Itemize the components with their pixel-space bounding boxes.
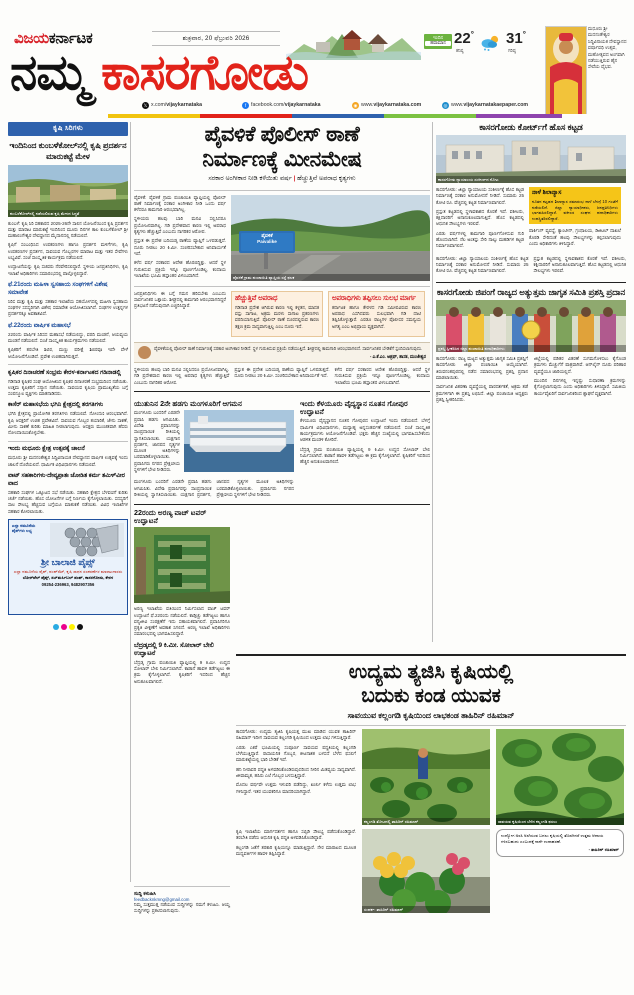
sidebar-box-escape-body bbox=[332, 305, 421, 330]
paragraph: ಉದ್ಘಾಟನೆಯನ್ನು ಕೃಷಿ ಸಚಿವರು ನೆರವೇರಿಸಲಿದ್ದಾರೆ. ಸ್ಥಳೀಯ ಜನಪ್ರತಿನಿಧಿಗಳು, ಕೃಷಿ ಇಲಾಖೆ ಅಧಿಕಾರಿಗಳು ಸಮಾರಂಭದಲ್ಲಿ ಪಾಲ್ಗೊಳ್ಳಲಿದ್ದಾರೆ. bbox=[8, 264, 128, 276]
paragraph: ಕುಂಬಳೆ: ಕೃಷಿ ಸಿರಿ ಸಹಕಾರದ 2025-26ನೇ ಸಾಲಿನ ಯೋಜನೆಯಿಂದ ಕೃಷಿ ಪ್ರದರ್ಶನ ಮತ್ತು ಮಾರಾಟ ಮಾರುಕಟ್ಟೆ ಇಂದಿನಿಂದ ಮೂರು ದಿನಗಳ ಕಾಲ ಕುಂಬಳೆಕೋಲ್ ಶ್ರೀ ಮಹಾಲಿಂಗೇಶ್ವರ ದೇವಸ್ಥಾನದ ಮೈದಾನದಲ್ಲಿ ನಡೆಯಲಿದೆ. bbox=[8, 220, 128, 239]
paragraph: ಕೃಷಿಗೆ ಸಂಬಂಧಿಸಿದ ಉಪಕರಣಗಳು ಹಾಗೂ ಪ್ರದರ್ಶನ ಮಳಿಗೆಗಳು, ಕೃಷಿ ಉಪಕರಣಗಳ ಪ್ರದರ್ಶನ, ಸಾವಯವ ಗೊಬ್ಬರಗಳ ಮಾರಾಟ ಮತ್ತು ಇತರ ಸೇವೆಗಳು ಲಭ್ಯವಿವೆ. ಸಂಜೆ ಸಾಂಸ್ಕೃತಿಕ ಕಾರ್ಯಕ್ರಮ ನಡೆಯಲಿದೆ. bbox=[8, 242, 128, 260]
sidebar-box-crime-body bbox=[235, 305, 319, 330]
section-badge-agriculture: ಕೃಷಿ ಸಿರಿಗಳು bbox=[8, 122, 128, 136]
feedback-email[interactable]: feedbacknkmng@gmail.com bbox=[134, 896, 190, 902]
bediyadka-title: ಬೆದ್ರಡ್ಕದಲ್ಲಿ 9 ಕಿ.ಮೀ. ಸೋಲಾರ್ ಬೇಲಿ ಉದ್ಘಾಟನೆ bbox=[134, 641, 214, 657]
main-story-photo bbox=[231, 195, 430, 281]
left-column bbox=[8, 122, 128, 636]
watchtower-body bbox=[134, 606, 230, 637]
feature-photo-3-caption: ಸಂಪರ್ಕ: ತಾಹಿರಿನ್ ರಹಿಮಾನ್ bbox=[362, 906, 490, 913]
quote-box bbox=[134, 342, 430, 363]
sidebar-box-escape-title: ಅಪರಾಧಿಗಳು ತಪ್ಪಿಸಲು ಸುಲಭ ಮಾರ್ಗ bbox=[332, 294, 416, 302]
left-lead-body bbox=[8, 221, 128, 277]
right-story-2-title: ಕಾಸರಗೋಡು ಜಿಪಂಗೆ ರಾಜ್ಯದ ಅತ್ಯುತ್ತಮ ಜಾಗೃತ ಸಮಿತಿ ಪ್ರಶಸ್ತಿ ಪ್ರದಾನ bbox=[436, 287, 626, 298]
divider bbox=[134, 286, 430, 287]
social-links-bar bbox=[142, 101, 542, 114]
weather-min-label: ಕನಿಷ್ಠ bbox=[456, 48, 464, 53]
main-story-tail bbox=[134, 367, 430, 387]
avatar bbox=[138, 346, 151, 359]
right-story-2-photo-caption: ಪ್ರಶಸ್ತಿ ಸ್ವೀಕರಿಸಿದ ಜಿಲ್ಲಾ ಪಂಚಾಯಿತಿ ಪದಾಧಿಕಾರಿಗಳು bbox=[436, 345, 626, 352]
paragraph: ಮಂಗಳೂರು ಬಂದರಿಗೆ ಎರಡನೇ ಪ್ರವಾಸಿ ಹಡಗು ಆಗಮಿಸಿತು. ವಿದೇಶಿ ಪ್ರವಾಸಿಗರನ್ನು ಸಾಂಪ್ರದಾಯಿಕ ರೀತಿಯಲ್ಲಿ ಸ್ವಾಗತಿಸಲಾಯಿತು. ಯಕ್ಷಗಾನ ಪ್ರದರ್ಶನ, ಜಾನಪದ ನೃತ್ಯಗಳ ಮೂಲಕ ಅತಿಥಿಗಳನ್ನು ಬರಮಾಡಿಕೊಳ್ಳಲಾಯಿತು. ಪ್ರವಾಸಿಗರು ನಗರದ ಪ್ರೇಕ್ಷಣೀಯ ಸ್ಥಳಗಳಿಗೆ ಭೇಟಿ ನೀಡಿದರು. bbox=[134, 479, 294, 497]
paragraph: ಮುಂದಿನ ದಿನಗಳಲ್ಲಿ ಇನ್ನಷ್ಟು ಸುಧಾರಣಾ ಕ್ರಮಗಳನ್ನು ಕೈಗೊಳ್ಳಲಾಗುವುದು ಎಂದು ಅಧಿಕಾರಿಗಳು ತಿಳಿಸಿದ್ದಾರೆ. ಸಮಿತಿಯ ಕಾರ್ಯವೈಖರಿಗೆ ಸಾರ್ವಜನಿಕರಿಂದ ಶ್ಲಾಘನೆ ವ್ಯಕ್ತವಾಗಿದೆ. bbox=[534, 378, 626, 396]
paragraph: ಸಹಕಾರಿ ಸಂಘಗಳ ಒಕ್ಕೂಟದ ಸಭೆ ನಡೆಯಿತು. ಸಹಕಾರಿ ಕ್ಷೇತ್ರದ ಬೆಳವಣಿಗೆ ಕುರಿತು ಚರ್ಚೆ ನಡೆಯಿತು. ಹೊಸ ಯೋಜನೆಗಳ ಬಗ್ಗೆ ನಿರ್ಣಯ ಕೈಗೊಳ್ಳಲಾಯಿತು. ಸದಸ್ಯರಿಗೆ ಸಾಲ ಸೌಲಭ್ಯ ಹೆಚ್ಚಿಸುವ ಬಗ್ಗೆಯೂ ಮಾತುಕತೆ ನಡೆಯಿತು. ವಿವಿಧ ಇಲಾಖೆಗಳ ಸಹಕಾರ ಕೋರಲಾಯಿತು. bbox=[8, 489, 128, 514]
paragraph: ಸಾರ್ವಜನಿಕ ವಿತರಣಾ ವ್ಯವಸ್ಥೆಯಲ್ಲಿ ಪಾರದರ್ಶಕತೆ, ಅಕ್ರಮ ತಡೆ ಕ್ರಮಗಳಿಗಾಗಿ ಈ ಪ್ರಶಸ್ತಿ ಲಭಿಸಿದೆ. ಜಿಲ್ಲಾ ಪಂಚಾಯಿತಿ ಅಧ್ಯಕ್ಷರು ಪ್ರಶಸ್ತಿ ಸ್ವೀಕರಿಸಿದರು. bbox=[436, 384, 528, 402]
divider bbox=[134, 190, 430, 191]
right-story-1-photo-caption: ಕಾಸರಗೋಡು ನ್ಯಾಯಾಲಯ ಸಂಕೀರ್ಣದ ನೋಟ bbox=[436, 176, 626, 183]
section-divider bbox=[134, 391, 430, 393]
ad-title: ಶ್ರೀ ಬಾಲಾಜಿ ಪೈಪ್ಸ್ bbox=[41, 557, 95, 567]
paragraph: ಮಂಗಳೂರು ಬಂದರಿಗೆ ಎರಡನೇ ಪ್ರವಾಸಿ ಹಡಗು ಆಗಮಿಸಿತು. ವಿದೇಶಿ ಪ್ರವಾಸಿಗರನ್ನು ಸಾಂಪ್ರದಾಯಿಕ ರೀತಿಯಲ್ಲಿ ಸ್ವಾಗತಿಸಲಾಯಿತು. ಯಕ್ಷಗಾನ ಪ್ರದರ್ಶನ, ಜಾನಪದ ನೃತ್ಯಗಳ ಮೂಲಕ ಅತಿಥಿಗಳನ್ನು ಬರಮಾಡಿಕೊಳ್ಳಲಾಯಿತು. ಪ್ರವಾಸಿಗರು ನಗರದ ಪ್ರೇಕ್ಷಣೀಯ ಸ್ಥಳಗಳಿಗೆ ಭೇಟಿ ನೀಡಿದರು. bbox=[134, 410, 180, 472]
feature-subheadline: ಸಾವಯುವ ಕಲ್ಲಂಗಡಿ ಕೃಷಿಯಿಂದ ಲಾಭಕಂಡ ತಾಹಿರಿನ್ ರಹಿಮಾನ್ bbox=[347, 710, 515, 720]
paragraph: ಬೆದ್ರಡ್ಕ ಗ್ರಾಮ ಪಂಚಾಯಿತಿ ವ್ಯಾಪ್ತಿಯಲ್ಲಿ 9 ಕಿ.ಮೀ. ಉದ್ದದ ಸೋಲಾರ್ ಬೇಲಿ ನಿರ್ಮಿಸಲಾಗಿದೆ. ಕಾಡಾನೆ ಹಾವಳಿ ತಡೆಗಟ್ಟಲು ಈ ಕ್ರಮ ಕೈಗೊಳ್ಳಲಾಗಿದೆ. ಕೃಷಿಕರಿಗೆ ಇದರಿಂದ ಹೆಚ್ಚಿನ ಅನುಕೂಲವಾಗಲಿದೆ. bbox=[134, 659, 230, 684]
paragraph: 22ರಂದು ವಾರ್ಷಿಕ ಸಿರಿಸದ ಮಹಾಸಭೆ ನಡೆಯಲಿದ್ದು, ವರದಿ ಮಂಡನೆ, ಆಯವ್ಯಯ ಮಂಡನೆ ನಡೆಯಲಿದೆ. ಸಂಜೆ ಸಾಂಸ್ಕೃತಿಕ ಕಾರ್ಯಕ್ರಮಗಳು ನಡೆಯಲಿವೆ. bbox=[8, 331, 128, 344]
main-story-col1 bbox=[134, 195, 226, 283]
social-link-website[interactable]: ◉ www.vijaykarnataka.com bbox=[353, 102, 422, 108]
paragraph: ಸ್ಥಳೀಯರು ಹಲವು ಬಾರಿ ಮನವಿ ಸಲ್ಲಿಸಿದರೂ ಪ್ರಯೋಜನವಾಗಿಲ್ಲ. ಗಡಿ ಪ್ರದೇಶವಾದ ಕಾರಣ ಇಲ್ಲಿ ಅಪರಾಧ ಕೃತ್ಯಗಳು ಹೆಚ್ಚುತ್ತಿವೆ ಎಂಬುದು ನಾಗರಿಕರ ಆರೋಪ. bbox=[134, 216, 226, 235]
left-notice-4-title: ವಾಟ್ ಸಹಕಾರಿಗಳು-ದೇವ್ಯಪ್ರಾತಃ ಜೋಡಿತ ಕರ್ಮ ತಮಿಳ್‌ವೀರ ವಾದ bbox=[8, 472, 125, 487]
social-link-epaper[interactable]: ◎ www.vijaykarnatakaepaper.com bbox=[443, 102, 529, 108]
divider bbox=[134, 886, 230, 887]
center-column bbox=[134, 122, 430, 688]
sidebar-box-escape bbox=[328, 291, 425, 337]
advertisement-balaji-pipes[interactable] bbox=[8, 519, 128, 615]
section-divider bbox=[436, 282, 626, 284]
weather-max-temp: 31° bbox=[506, 30, 526, 47]
masthead bbox=[0, 0, 634, 118]
paragraph: ಕೆಳಯೂರು ವೈದ್ಯಸ್ಥಾನದ ನೂತನ ಗೋಪುರದ ಉದ್ಘಾಟನೆ ಇಂದು ನಡೆಯಲಿದೆ. ಬೆಳಗ್ಗೆ ಧಾರ್ಮಿಕ ವಿಧಿವಿಧಾನಗಳು, ಮಧ್ಯಾಹ್ನ ಅನ್ನಸಂತರ್ಪಣೆ ನಡೆಯಲಿದೆ. ಸಂಜೆ ಸಾಂಸ್ಕೃತಿಕ ಕಾರ್ಯಕ್ರಮಗಳು ಆಯೋಜನೆಗೊಂಡಿವೆ. ಭಕ್ತರು ಹೆಚ್ಚಿನ ಸಂಖ್ಯೆಯಲ್ಲಿ ಭಾಗವಹಿಸಬೇಕೆಂದು ಆಡಳಿತ ಮಂಡಳಿ ಕೋರಿದೆ. bbox=[300, 418, 430, 443]
bediyadka-body bbox=[134, 660, 230, 685]
mid-story-1-tail bbox=[134, 479, 294, 499]
paragraph: ಕಾಸರಗೋಡು: ಉದ್ಯಮ ತ್ಯಜಿಸಿ ಕೃಷಿಯತ್ತ ಮುಖ ಮಾಡಿದ ಯುವಕ ತಾಹಿರಿನ್ ರಹಿಮಾನ್ ಇದೀಗ ಸಾವಯವ ಕಲ್ಲಂಗಡಿ ಕೃಷಿಯಿಂದ ಉತ್ತಮ ಲಾಭ ಗಳಿಸುತ್ತಿದ್ದಾರೆ. bbox=[236, 729, 356, 741]
right-story-1-body-cont bbox=[529, 228, 621, 247]
left-lead-photo bbox=[8, 165, 128, 217]
feature-photo-2 bbox=[496, 729, 624, 825]
registration-dots bbox=[8, 617, 128, 635]
feature-callout-author: - ತಾಹಿರಿನ್ ರಹಿಮಾನ್ bbox=[588, 847, 619, 853]
feedback-note bbox=[134, 902, 230, 915]
paragraph: ಕೃಷಿಕರಿಗೆ ತರಬೇತಿ ಶಿಬಿರ, ಮಣ್ಣು ಪರೀಕ್ಷೆ ಶಿಬಿರವೂ ಇದೇ ವೇಳೆ ಆಯೋಜನೆಗೊಂಡಿದೆ. ಪ್ರವೇಶ ಉಚಿತವಾಗಿರುತ್ತದೆ. bbox=[8, 347, 128, 359]
weather-min-temp: 22° bbox=[454, 30, 474, 47]
paragraph: ಎರಡು ಎಕರೆ ಭೂಮಿಯಲ್ಲಿ ಸಂಪೂರ್ಣ ಸಾವಯವ ಪದ್ಧತಿಯಲ್ಲಿ ಕಲ್ಲಂಗಡಿ ಬೆಳೆಯುತ್ತಿದ್ದಾರೆ. ರಾಸಾಯನಿಕ ಗೊಬ್ಬರ, ಕೀಟನಾಶಕ ಬಳಸದೆ ಬೆಳೆದ ಫಸಲಿಗೆ ಮಾರುಕಟ್ಟೆಯಲ್ಲಿ ಭಾರಿ ಬೇಡಿಕೆ ಇದೆ. bbox=[236, 744, 356, 763]
mid-story-1-title: ಯುತುನಿನ 2ನೇ ಹಡಗು ಮಂಗಳೂರಿಗೆ ಆಗಮನ bbox=[134, 399, 242, 409]
left-subitem-2-title: ಫೆ.22ರಂದು ವಾರ್ಷಿಕ ಮಹಾಸಭೆ bbox=[8, 322, 71, 329]
left-notice-3-title: ಇಂದು ಮಧೂರು ಕ್ಷೇತ್ರ ಉತ್ಸವಕ್ಕೆ ಚಾಲನೆ bbox=[8, 446, 85, 453]
page-title bbox=[10, 44, 580, 104]
paragraph: ನಿಮ್ಮ ಸುತ್ತಮುತ್ತ ನಡೆಯುವ ಸುದ್ದಿಗಳನ್ನು ನಮಗೆ ಕಳುಹಿಸಿ. ಆಯ್ದ ಸುದ್ದಿಗಳನ್ನು ಪ್ರಕಟಿಸಲಾಗುವುದು. bbox=[134, 901, 230, 913]
page-title-red: ಕಾಸರಗೋಡು bbox=[101, 46, 309, 100]
mid-story-2-body bbox=[300, 418, 430, 465]
paragraph: ಕಳೆದ ವರ್ಷ ಸರಕಾರದ ಆದೇಶ ಹೊರಬಿದ್ದಿತ್ತು. ಆದರೆ ಸ್ಥಳ ಗುರುತಿಸುವ ಪ್ರಕ್ರಿಯೆ ಇನ್ನೂ ಪೂರ್ಣಗೊಂಡಿಲ್ಲ. ಕಂದಾಯ ಇಲಾಖೆಯ ಭೂಮಿ ಹಸ್ತಾಂತರ ವಿಳಂಬವಾಗಿದೆ. bbox=[134, 260, 226, 278]
left-subitem-1-title: ಫೆ.21ರಂದು ಮಹಿಳಾ ಸ್ವಸಹಾಯ ಸಂಘಗಳಿಗೆ ವಿಶೇಷ ಸಮಾವೇಶ bbox=[8, 281, 108, 296]
dateline: ಶುಕ್ರವಾರ, 20 ಫೆಬ್ರುವರಿ 2026 bbox=[152, 31, 280, 46]
watchtower-title: 22ರಂದು ಅರಣ್ಯ ವಾಚ್ ಟವರ್ ಉದ್ಘಾಟನೆ bbox=[134, 508, 207, 526]
paragraph: ಕೃಷಿ ಇಲಾಖೆಯ ಮಾರ್ಗದರ್ಶನ ಹಾಗೂ ಸಬ್ಸಿಡಿ ಸೌಲಭ್ಯ ಪಡೆದುಕೊಂಡಿದ್ದಾರೆ. ತರಬೇತಿ ಪಡೆದು ಆಧುನಿಕ ಕೃಷಿ ಪದ್ಧತಿ ಅಳವಡಿಸಿಕೊಂಡಿದ್ದಾರೆ. bbox=[236, 829, 356, 841]
paragraph: ಪ್ರಸ್ತುತ ಕಟ್ಟಡದಲ್ಲಿ ಸ್ಥಳಾವಕಾಶದ ಕೊರತೆ ಇದೆ. ವಕೀಲರು, ಕಕ್ಷಿದಾರರಿಗೆ ಅನಾನುಕೂಲವಾಗುತ್ತಿದೆ. ಹೊಸ ಕಟ್ಟಡದಲ್ಲಿ ಆಧುನಿಕ ಸೌಲಭ್ಯಗಳು ಇರಲಿವೆ. bbox=[533, 255, 626, 274]
publisher-name-red: ವಿಜಯ bbox=[14, 30, 49, 47]
feature-photo-2-caption: ಸಾವಯವ ಕೃಷಿಯಿಂದ ಬೆಳೆದ ಕಲ್ಲಂಗಡಿ ಫಸಲು bbox=[496, 818, 624, 825]
facebook-icon: f bbox=[242, 102, 249, 109]
x-twitter-icon: 𝕏 bbox=[143, 103, 148, 108]
paragraph: ಹನಿ ನೀರಾವರಿ ಪದ್ಧತಿ ಅಳವಡಿಸಿಕೊಂಡಿರುವುದರಿಂದ ನೀರಿನ ಮಿತವ್ಯಯ ಸಾಧ್ಯವಾಗಿದೆ. ಜೀವಾಮೃತ, ಹಸಿರು ಎಲೆ ಗೊಬ್ಬರ ಬಳಸುತ್ತಿದ್ದಾರೆ. bbox=[236, 766, 356, 778]
feature-photo-1 bbox=[362, 729, 490, 825]
paragraph: ಕಾಸರಗೋಡು: ರಾಜ್ಯ ಮಟ್ಟದ ಅತ್ಯುತ್ತಮ ಜಾಗೃತ ಸಮಿತಿ ಪ್ರಶಸ್ತಿಗೆ ಕಾಸರಗೋಡು ಜಿಲ್ಲಾ ಪಂಚಾಯಿತಿ ಆಯ್ಕೆಯಾಗಿದೆ. ತಿರುವನಂತಪುರದಲ್ಲಿ ನಡೆದ ಸಮಾರಂಭದಲ್ಲಿ ಪ್ರಶಸ್ತಿ ಪ್ರದಾನ ಮಾಡಲಾಯಿತು. bbox=[436, 356, 528, 381]
color-strip bbox=[0, 114, 634, 118]
paragraph: ಬೆದ್ರಡ್ಕ ಗ್ರಾಮ ಪಂಚಾಯಿತಿ ವ್ಯಾಪ್ತಿಯಲ್ಲಿ 9 ಕಿ.ಮೀ. ಉದ್ದದ ಸೋಲಾರ್ ಬೇಲಿ ನಿರ್ಮಿಸಲಾಗಿದೆ. ಕಾಡಾನೆ ಹಾವಳಿ ತಡೆಗಟ್ಟಲು ಈ ಕ್ರಮ ಕೈಗೊಳ್ಳಲಾಗಿದೆ. ಕೃಷಿಕರಿಗೆ ಇದರಿಂದ ಹೆಚ್ಚಿನ ಅನುಕೂಲವಾಗಲಿದೆ. bbox=[300, 446, 430, 465]
column-divider-2 bbox=[432, 122, 433, 642]
ad-address: ಬೋರ್‌ವೆಲ್ ಪೈಪ್ಸ್, ಸಬ್‌ಮರ್ಸಿಬಲ್ ಪಂಪ್, ಕಾಸರಗೋಡು, ಕೇರಳ bbox=[22, 575, 114, 581]
feature-headline-line1: ಉದ್ಯಮ ತ್ಯಜಿಸಿ ಕೃಷಿಯಲ್ಲಿ bbox=[348, 660, 514, 683]
feature-callout-text: ಉದ್ಯೋಗ ಅರಸಿ ಅಲೆಯುವ ಬದಲು ಕೃಷಿಯಲ್ಲಿ ತೊಡಗಿದರೆ ಉತ್ತಮ ಆದಾಯ ಗಳಿಸಬಹುದು ಎಂಬುದಕ್ಕೆ ನಾನೇ ಉದಾಹರಣೆ. bbox=[501, 833, 604, 844]
paragraph: ಜನಪ್ರತಿನಿಧಿಗಳು ಈ ಬಗ್ಗೆ ಗಮನ ಹರಿಸಬೇಕು ಎಂಬುದು ಸಾರ್ವಜನಿಕರ ಒತ್ತಾಯ. ಶೀಘ್ರದಲ್ಲಿ ಕಾಮಗಾರಿ ಆರಂಭವಾಗದಿದ್ದರೆ ಪ್ರತಿಭಟನೆ ನಡೆಸುವುದಾಗಿ ಎಚ್ಚರಿಸಿದ್ದಾರೆ. bbox=[134, 290, 226, 309]
left-lead-headline: ಇಂದಿನಿಂದ ಕುಂಬಳೆಕೋಲ್‌ನಲ್ಲಿ ಕೃಷಿ ಪ್ರದರ್ಶನ ಮಾರುಕಟ್ಟೆ ಮೇಳ bbox=[9, 140, 127, 161]
divider bbox=[8, 364, 128, 365]
divider bbox=[236, 725, 626, 726]
left-subitem-2-body bbox=[8, 332, 128, 360]
feature-photo-3 bbox=[362, 829, 490, 913]
feature-story bbox=[236, 650, 626, 913]
feature-top-rule bbox=[236, 654, 626, 656]
left-notice-4-body bbox=[8, 490, 128, 515]
main-headline-line2: ನಿರ್ಮಾಣಕ್ಕೆ ಮೀನಮೇಷ bbox=[202, 148, 362, 171]
column-divider-1 bbox=[130, 122, 131, 882]
paragraph: ಎರಡು ವರ್ಷಗಳಲ್ಲಿ ಕಾಮಗಾರಿ ಪೂರ್ಣಗೊಳಿಸುವ ಗುರಿ ಹೊಂದಲಾಗಿದೆ. ನೆಲ ಅಂತಸ್ತು ಸೇರಿ ನಾಲ್ಕು ಮಹಡಿಗಳ ಕಟ್ಟಡ ನಿರ್ಮಾಣವಾಗಲಿದೆ. bbox=[436, 230, 524, 249]
page-content bbox=[8, 122, 626, 988]
ad-tagline: ಎಲ್ಲಾ ನಮೂನೆಯ ಪೈಪ್, ಪಂಪ್‌ಸೆಟ್, ಕೃಷಿ ಸಾಧನ ಸಲಕರಣೆಗಳ ಮಾರಾಟಗಾರರು bbox=[13, 569, 123, 574]
social-link-facebook[interactable]: f facebook.com/vijaykarnataka bbox=[242, 102, 321, 109]
left-notice-1-title: ಕೃಷಿಕರ ದಿನಾಚರಣೆ ಸಂಭ್ರಮ ಕೇರಳ-ಕರ್ನಾಟಕದ ಗಡಿನಾಡಲ್ಲಿ bbox=[8, 369, 121, 376]
feedback-block bbox=[134, 882, 230, 917]
main-headline-line1: ಪೈವಳಿಕೆ ಪೊಲೀಸ್ ಠಾಣೆ bbox=[204, 123, 360, 146]
paragraph: ಪೈವಳಿಕೆ: ಪೈವಳಿಕೆ ಗ್ರಾಮ ಪಂಚಾಯಿತಿ ವ್ಯಾಪ್ತಿಯಲ್ಲಿ ಪೊಲೀಸ್ ಠಾಣೆ ನಿರ್ಮಾಣಕ್ಕೆ ಸರಕಾರ ಅಂಗೀಕಾರ ನೀಡಿ ಒಂದು ವರ್ಷ ಕಳೆದರೂ ಕಾಮಗಾರಿ ಆರಂಭವಾಗಿಲ್ಲ. bbox=[134, 194, 226, 213]
paragraph: ಕರ್ನಾಟಕ ಹಾಗೂ ಕೇರಳದ ಗಡಿ ಸಮೀಪವಿರುವ ಕಾರಣ ಅಪರಾಧ ಎಸಗಿದವರು ಸುಲಭವಾಗಿ ಗಡಿ ದಾಟಿ ತಪ್ಪಿಸಿಕೊಳ್ಳುತ್ತಾರೆ. ಎರಡೂ ರಾಜ್ಯಗಳ ಪೊಲೀಸರ ಸಮನ್ವಯ ಅಗತ್ಯ ಎಂಬ ಅಭಿಪ್ರಾಯ ವ್ಯಕ್ತವಾಗಿದೆ. bbox=[332, 304, 421, 329]
page-title-black: ನಮ್ಮ bbox=[10, 46, 89, 100]
mid-story-2-title: ಇಂದು ಕೆಳಯೂರು ವೈದ್ಯಸ್ಥಾನ ನೂತನ ಗೋಪುರ ಉದ್ಘಾಟನೆ bbox=[300, 399, 408, 417]
right-story-1-title: ಕಾಸರಗೋಡು ಕೋರ್ಟ್‌ಗೆ ಹೊಸ ಕಟ್ಟಡ bbox=[479, 122, 583, 132]
globe-icon: ◉ bbox=[353, 103, 358, 108]
weather-chip-line1: ಇಂದಿನ bbox=[432, 35, 444, 40]
paragraph: ಪಾರ್ಕಿಂಗ್ ವ್ಯವಸ್ಥೆ, ಕ್ಯಾಂಟೀನ್, ಗ್ರಂಥಾಲಯ, ಡಿಜಿಟಲ್ ದಾಖಲೆ ಕೊಠಡಿ ಸೇರಿದಂತೆ ಹಲವು ಸೌಲಭ್ಯಗಳನ್ನು ಕಲ್ಪಿಸಲಾಗುವುದು ಎಂದು ಅಧಿಕಾರಿಗಳು ತಿಳಿಸಿದ್ದಾರೆ. bbox=[529, 228, 621, 246]
divider bbox=[8, 441, 128, 442]
mid-story-1-photo bbox=[184, 410, 294, 472]
feature-photo-1-caption: ಕಲ್ಲಂಗಡಿ ತೋಟದಲ್ಲಿ ತಾಹಿರಿನ್ ರಹಿಮಾನ್ bbox=[362, 818, 490, 825]
left-notice-2-title: ಕಾಸೆರ್ ಮಹಾಸಭೆಯ ಭಗಿನಿ ಕ್ಷೇತ್ರದಲ್ಲಿ ತರಗತಿಗಳು bbox=[8, 402, 104, 409]
right-story-1-photo bbox=[436, 135, 626, 183]
feature-body-col2 bbox=[236, 829, 356, 913]
paragraph: ಜಿಲ್ಲೆಯಲ್ಲಿ ಪಡಿತರ ವಿತರಣೆ ಸುಗಮಗೊಳಿಸಲು ಕೈಗೊಂಡ ಕ್ರಮಗಳು ಮೆಚ್ಚುಗೆಗೆ ಪಾತ್ರವಾಗಿವೆ. ಆನ್‌ಲೈನ್ ದೂರು ಪರಿಹಾರ ವ್ಯವಸ್ಥೆಯೂ ಜಾರಿಯಲ್ಲಿದೆ. bbox=[534, 356, 626, 374]
paragraph: ಗಡಿನಾಡ ಪ್ರದೇಶ ಆಗಿರುವ ಕಾರಣ ಇಲ್ಲಿ ಕಳ್ಳತನ, ಮಾದಕ ವಸ್ತು ಸಾಗಾಟ, ಅಕ್ರಮ ಮರಳು ಸಾಗಾಟ ಪ್ರಕರಣಗಳು ವರದಿಯಾಗುತ್ತಿವೆ. ಪೊಲೀಸ್ ಠಾಣೆ ದೂರದಲ್ಲಿರುವ ಕಾರಣ ತಕ್ಷಣ ಕ್ರಮ ಸಾಧ್ಯವಾಗುತ್ತಿಲ್ಲ ಎಂಬ ದೂರು ಇದೆ. bbox=[235, 304, 319, 329]
paragraph: ಮೊದಲ ವರ್ಷವೇ ಉತ್ತಮ ಇಳುವರಿ ಪಡೆದಿದ್ದು, ಖರ್ಚು ಕಳೆದು ಉತ್ತಮ ಲಾಭ ಗಳಿಸಿದ್ದಾರೆ. ಇತರ ಯುವಕರಿಗೂ ಮಾದರಿಯಾಗಿದ್ದಾರೆ. bbox=[236, 782, 356, 794]
watchtower-photo bbox=[134, 527, 230, 603]
festival-photo-caption: ಮಧೂರು ಶ್ರೀ ಮದನಂತೇಶ್ವರ ಸಿದ್ಧಿವಿನಾಯಕ ದೇವಸ್ಥಾನದ ವರ್ಷಾವಧಿ ಉತ್ಸವ, ಮಹೋತ್ಸವದ ಅಂಗವಾಗಿ ನಡೆಯುತ್ತಿರುವ ಹೈನ ಸೇವೆಯ ವೈಭವ. bbox=[588, 26, 627, 70]
right-inline-box-title: ನಾಳೆ ಶಿಲಾನ್ಯಾಸ bbox=[532, 190, 562, 196]
mid-story-1-body bbox=[134, 410, 180, 476]
feedback-label: ಸುದ್ದಿ ಕಳುಹಿಸಿ bbox=[134, 890, 156, 897]
quote-text: ಪೈವಳಿಕೆಯಲ್ಲಿ ಪೊಲೀಸ್ ಠಾಣೆ ನಿರ್ಮಾಣಕ್ಕೆ ಸರಕಾರ ಅಂಗೀಕಾರ ನೀಡಿದೆ. ಸ್ಥಳ ಗುರುತಿಸುವ ಪ್ರಕ್ರಿಯೆ ನಡೆಯುತ್ತಿದೆ. ಶೀಘ್ರದಲ್ಲಿ ಕಾಮಗಾರಿ ಆರಂಭವಾಗಲಿದೆ. ಸಾರ್ವಜನಿಕರ ಬೇಡಿಕೆಗೆ ಸ್ಪಂದಿಸಲಾಗುವುದು. bbox=[154, 345, 423, 351]
right-story-1-body bbox=[436, 187, 524, 253]
main-story-photo-caption: ಪೈವಳಿಕೆ ಗ್ರಾಮ ಪಂಚಾಯಿತಿ ವ್ಯಾಪ್ತಿಯ ರಸ್ತೆ ಫಲಕ bbox=[231, 274, 430, 281]
paragraph: ಮಧೂರು ಶ್ರೀ ಮದನಂತೇಶ್ವರ ಸಿದ್ಧಿವಿನಾಯಕ ದೇವಸ್ಥಾನದ ವಾರ್ಷಿಕ ಉತ್ಸವಕ್ಕೆ ಇಂದು ಚಾಲನೆ ದೊರೆಯಲಿದೆ. ಧಾರ್ಮಿಕ ವಿಧಿವಿಧಾನಗಳು ನಡೆಯಲಿವೆ. bbox=[8, 455, 128, 467]
feature-callout bbox=[496, 829, 624, 857]
ad-side-text: ಎಲ್ಲಾ ನಮೂನೆಯ ಪೈಪ್‌ಗಳು ಲಭ್ಯ bbox=[12, 523, 36, 534]
paragraph: ಸಿರಿಸ ಮತ್ತು ಕೃಷಿ ಮತ್ತು ಸಹಕಾರ ಇಲಾಖೆಯ ಸಹಯೋಗದಲ್ಲಿ ಮಹಿಳಾ ಸ್ವಸಹಾಯ ಸಂಘಗಳ ಸದಸ್ಯರಿಗಾಗಿ ವಿಶೇಷ ಸಮಾವೇಶ ಆಯೋಜಿಸಲಾಗಿದೆ. ಸಂಘಗಳ ಉತ್ಪನ್ನಗಳ ಪ್ರದರ್ಶನಕ್ಕೂ ಅವಕಾಶವಿದೆ. bbox=[8, 298, 128, 317]
quote-author: - ಎ.ಕೆ.ಎಂ. ಅಶ್ರಫ್, ಶಾಸಕ, ಮಂಜೇಶ್ವರ bbox=[369, 353, 426, 359]
main-subheadline bbox=[134, 175, 430, 186]
right-story-2-body bbox=[436, 356, 626, 403]
paragraph: ಗಡಿನಾಡ ಕೃಷಿಕರ ಸಂಘ ಆಯೋಜಿಸಿದ ಕೃಷಿಕರ ದಿನಾಚರಣೆ ಸಂಭ್ರಮದಿಂದ ನಡೆಯಿತು. ಉತ್ತಮ ಕೃಷಿಕರಿಗೆ ಸನ್ಮಾನ ನಡೆಯಿತು. ಸಾವಯವ ಕೃಷಿಯ ಪ್ರಾಮುಖ್ಯತೆಯ ಬಗ್ಗೆ ಸಂಪನ್ಮೂಲ ವ್ಯಕ್ತಿಗಳು ಮಾತನಾಡಿದರು. bbox=[8, 378, 128, 397]
right-column bbox=[436, 122, 626, 403]
paragraph: ಪ್ರಸ್ತುತ ಈ ಪ್ರದೇಶ ಬದಿಯಡ್ಕ ಠಾಣೆಯ ವ್ಯಾಪ್ತಿಗೆ ಒಳಪಡುತ್ತದೆ. ದೂರು ನೀಡಲು 20 ಕಿ.ಮೀ. ಸಂಚರಿಸಬೇಕಾದ ಅನಿವಾರ್ಯತೆ ಇದೆ. bbox=[134, 238, 226, 256]
paragraph: ಪ್ರಸ್ತುತ ಈ ಪ್ರದೇಶ ಬದಿಯಡ್ಕ ಠಾಣೆಯ ವ್ಯಾಪ್ತಿಗೆ ಒಳಪಡುತ್ತದೆ. ದೂರು ನೀಡಲು 20 ಕಿ.ಮೀ. ಸಂಚರಿಸಬೇಕಾದ ಅನಿವಾರ್ಯತೆ ಇದೆ. bbox=[234, 366, 330, 379]
social-link-x[interactable]: 𝕏 x.com/vijaykarnataka bbox=[143, 102, 203, 108]
right-story-1-tail bbox=[436, 256, 626, 278]
feature-headline-line2: ಬದುಕು ಕಂಡ ಯುವಕ bbox=[361, 684, 501, 707]
paragraph: ಕಳೆದ ವರ್ಷ ಸರಕಾರದ ಆದೇಶ ಹೊರಬಿದ್ದಿತ್ತು. ಆದರೆ ಸ್ಥಳ ಗುರುತಿಸುವ ಪ್ರಕ್ರಿಯೆ ಇನ್ನೂ ಪೂರ್ಣಗೊಂಡಿಲ್ಲ. ಕಂದಾಯ ಇಲಾಖೆಯ ಭೂಮಿ ಹಸ್ತಾಂತರ ವಿಳಂಬವಾಗಿದೆ. bbox=[334, 366, 430, 385]
paragraph: ಭಗಿನಿ ಕ್ಷೇತ್ರದಲ್ಲಿ ಪ್ರಾಯೋಗಿಕ ತರಗತಿಗಳು ನಡೆಯಲಿವೆ. ನೋಂದಣಿ ಆರಂಭವಾಗಿದೆ. ಕೃಷಿ ಆಸಕ್ತರಿಗೆ ಉಚಿತ ಪ್ರವೇಶವಿದೆ. ಸಾವಯವ ಗೊಬ್ಬರ ತಯಾರಿಕೆ, ಜೇನು ಸಾಕಣೆ, ಮೀನು ಸಾಕಣೆ ಕುರಿತು ಮಾಹಿತಿ ನೀಡಲಾಗುವುದು. ಆಸಕ್ತರು ಮುಂಚಿತವಾಗಿ ಹೆಸರು ನೋಂದಾಯಿಸಿಕೊಳ್ಳಬೇಕು. bbox=[8, 411, 128, 436]
sidebar-box-crime bbox=[231, 291, 323, 337]
weather-chip-line2: ಹವಾಮಾನ bbox=[425, 41, 451, 46]
main-subheadline-right: ಹೆಚ್ಚುತ್ತಿವೆ ಅಪರಾಧ ಕೃತ್ಯಗಳು bbox=[297, 175, 356, 182]
road-sign-text: ಪೈವಳಿಕೆ Paivalike bbox=[257, 232, 277, 244]
festival-photo bbox=[545, 26, 587, 116]
weather-max-label: ಗರಿಷ್ಠ bbox=[508, 48, 516, 53]
epaper-icon: ◎ bbox=[443, 103, 448, 108]
ad-phone: 09254-236963, 9482907356 bbox=[41, 581, 95, 587]
sidebar-box-crime-title: ಹೆಚ್ಚುತ್ತಿವೆ ಅಪರಾಧ bbox=[235, 294, 278, 302]
left-subitem-1-body bbox=[8, 299, 128, 318]
right-inline-box-body: ನೂತನ ಕಟ್ಟಡದ ಶಿಲಾನ್ಯಾಸ ಸಮಾರಂಭ ನಾಳೆ ಬೆಳಗ್ಗೆ 10 ಗಂಟೆಗೆ ನಡೆಯಲಿದೆ. ಜಿಲ್ಲಾ ನ್ಯಾಯಾಧೀಶರು, ಜನಪ್ರತಿನಿಧಿಗಳು ಭಾಗವಹಿಸಲಿದ್ದಾರೆ. ವಕೀಲರ ಸಂಘದ ಪದಾಧಿಕಾರಿಗಳು ಉಪಸ್ಥಿತರಿರಲಿದ್ದಾರೆ. bbox=[532, 199, 618, 221]
ad-product-image bbox=[50, 523, 124, 557]
main-subheadline-separator: | bbox=[293, 175, 296, 182]
paragraph: ಕಾಸರಗೋಡು: ಜಿಲ್ಲಾ ನ್ಯಾಯಾಲಯ ಸಂಕೀರ್ಣಕ್ಕೆ ಹೊಸ ಕಟ್ಟಡ ನಿರ್ಮಾಣಕ್ಕೆ ಸರಕಾರ ಅನುಮೋದನೆ ನೀಡಿದೆ. ಸುಮಾರು 25 ಕೋಟಿ ರೂ. ವೆಚ್ಚದಲ್ಲಿ ಕಟ್ಟಡ ನಿರ್ಮಾಣವಾಗಲಿದೆ. bbox=[436, 255, 529, 274]
publisher-name-black: ಕರ್ನಾಟಕ bbox=[48, 30, 93, 47]
watchtower-story bbox=[134, 509, 230, 685]
left-lead-photo-caption: ಕುಂಬಳೆಕೋಲ್‌ನಲ್ಲಿ ನಡೆಯಲಿರುವ ಕೃಷಿ ಮೇಳದ ಸಿದ್ಧತೆ bbox=[8, 210, 128, 217]
paragraph: ಸ್ಥಳೀಯರು ಹಲವು ಬಾರಿ ಮನವಿ ಸಲ್ಲಿಸಿದರೂ ಪ್ರಯೋಜನವಾಗಿಲ್ಲ. ಗಡಿ ಪ್ರದೇಶವಾದ ಕಾರಣ ಇಲ್ಲಿ ಅಪರಾಧ ಕೃತ್ಯಗಳು ಹೆಚ್ಚುತ್ತಿವೆ ಎಂಬುದು ನಾಗರಿಕರ ಆರೋಪ. bbox=[134, 366, 230, 385]
right-story-2-photo bbox=[436, 300, 626, 352]
main-subheadline-left: ಸರಕಾರ ಅಂಗೀಕಾರ ನೀಡಿ ಕಳೆಯಿತು ವರ್ಷ bbox=[208, 175, 292, 182]
section-divider bbox=[134, 504, 430, 506]
feature-body-col1 bbox=[236, 729, 356, 825]
paragraph: ಕಲ್ಲಂಗಡಿ ಜತೆಗೆ ತರಕಾರಿ ಕೃಷಿಯನ್ನೂ ಮಾಡುತ್ತಿದ್ದಾರೆ. ನೇರ ಮಾರಾಟದ ಮೂಲಕ ಮಧ್ಯವರ್ತಿಗಳ ಹಾವಳಿ ತಪ್ಪಿಸಿದ್ದಾರೆ. bbox=[236, 844, 356, 857]
paragraph: ಅರಣ್ಯ ಇಲಾಖೆಯ ವತಿಯಿಂದ ನಿರ್ಮಿಸಲಾದ ವಾಚ್ ಟವರ್ ಉದ್ಘಾಟನೆ ಫೆ.22ರಂದು ನಡೆಯಲಿದೆ. ಕಾಡ್ಗಿಚ್ಚು ತಡೆಗಟ್ಟಲು ಹಾಗೂ ವನ್ಯಜೀವಿ ಸಂರಕ್ಷಣೆಗೆ ಇದು ಸಹಾಯಕವಾಗಲಿದೆ. ಪ್ರವಾಸಿಗರಿಗೂ ಪ್ರಕೃತಿ ವೀಕ್ಷಣೆಗೆ ಅವಕಾಶ ಸಿಗಲಿದೆ. ಅರಣ್ಯ ಇಲಾಖೆ ಅಧಿಕಾರಿಗಳು ಸಮಾರಂಭದಲ್ಲಿ ಭಾಗವಹಿಸಲಿದ್ದಾರೆ. bbox=[134, 606, 230, 637]
paragraph: ಪ್ರಸ್ತುತ ಕಟ್ಟಡದಲ್ಲಿ ಸ್ಥಳಾವಕಾಶದ ಕೊರತೆ ಇದೆ. ವಕೀಲರು, ಕಕ್ಷಿದಾರರಿಗೆ ಅನಾನುಕೂಲವಾಗುತ್ತಿದೆ. ಹೊಸ ಕಟ್ಟಡದಲ್ಲಿ ಆಧುನಿಕ ಸೌಲಭ್ಯಗಳು ಇರಲಿವೆ. bbox=[436, 208, 524, 227]
left-notice-1-body bbox=[8, 379, 128, 398]
left-notice-2-body bbox=[8, 411, 128, 436]
paragraph: ಕಾಸರಗೋಡು: ಜಿಲ್ಲಾ ನ್ಯಾಯಾಲಯ ಸಂಕೀರ್ಣಕ್ಕೆ ಹೊಸ ಕಟ್ಟಡ ನಿರ್ಮಾಣಕ್ಕೆ ಸರಕಾರ ಅನುಮೋದನೆ ನೀಡಿದೆ. ಸುಮಾರು 25 ಕೋಟಿ ರೂ. ವೆಚ್ಚದಲ್ಲಿ ಕಟ್ಟಡ ನಿರ್ಮಾಣವಾಗಲಿದೆ. bbox=[436, 187, 524, 205]
main-story-col1-cont bbox=[134, 291, 226, 337]
right-inline-box bbox=[529, 187, 621, 224]
left-notice-3-body bbox=[8, 455, 128, 468]
